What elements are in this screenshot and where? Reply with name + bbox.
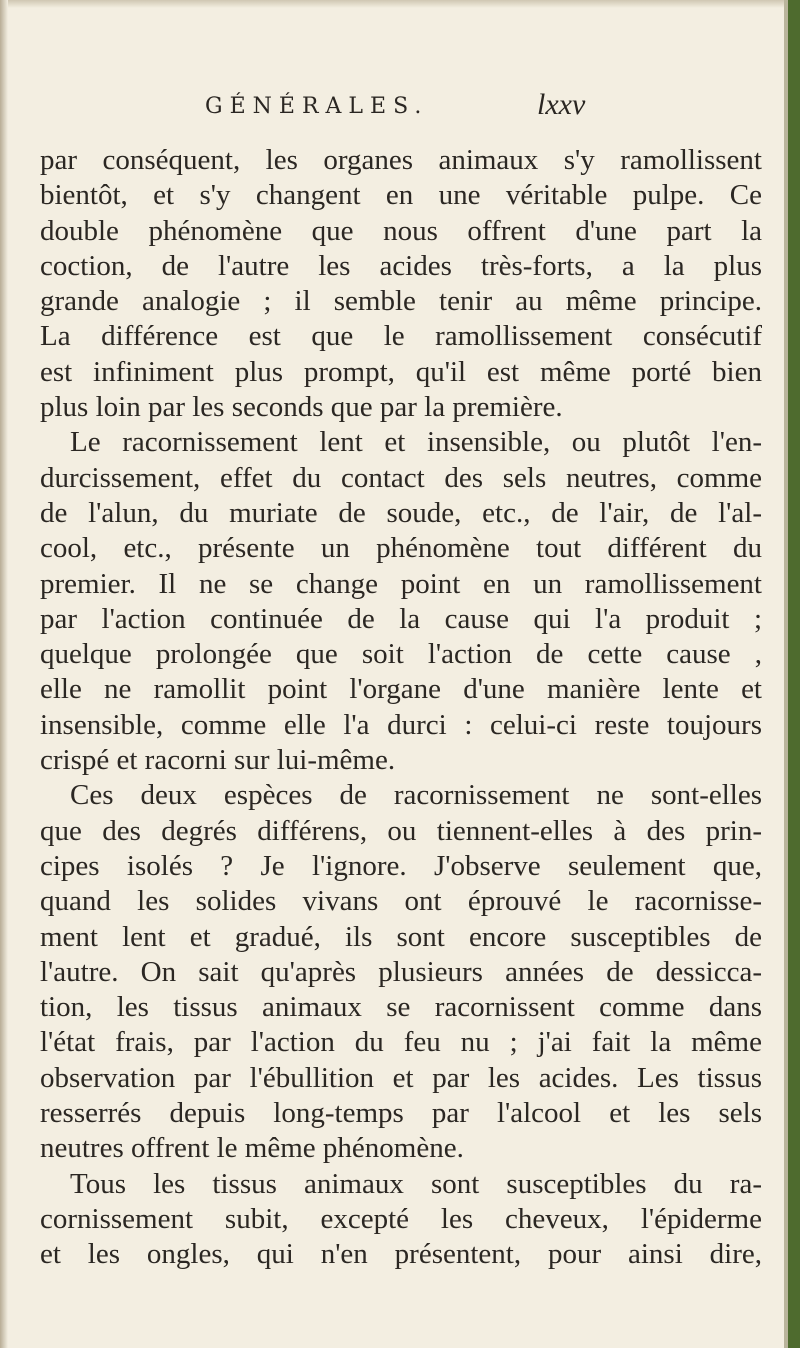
text-line: elle ne ramollit point l'organe d'une manière lente et [40, 673, 762, 706]
page-number: lxxv [537, 88, 586, 121]
text-line: bientôt, et s'y changent en une véritable pulpe. Ce [40, 179, 762, 212]
text-line: resserrés depuis long-temps par l'alcool et les sels [40, 1097, 762, 1130]
text-line: de l'alun, du muriate de soude, etc., de l'air, de l'al- [40, 496, 762, 529]
text-line: Tous les tissus animaux sont susceptibles du ra- [70, 1167, 762, 1200]
text-line: double phénomène que nous offrent d'une part la [40, 214, 762, 247]
page-top-edge [0, 0, 800, 8]
text-line: ment lent et gradué, ils sont encore susceptibles de [40, 920, 762, 953]
text-line: durcissement, effet du contact des sels neutres, comme [40, 461, 762, 494]
text-line: neutres offrent le même phénomène. [40, 1132, 464, 1165]
text-line: est infiniment plus prompt, qu'il est même porté bien [40, 355, 762, 388]
text-line: que des degrés différens, ou tiennent-elles à des prin- [40, 814, 762, 847]
text-line: et les ongles, qui n'en présentent, pour ainsi dire, [40, 1238, 762, 1271]
text-line: coction, de l'autre les acides très-forts, a la plus [40, 249, 762, 282]
text-line: La différence est que le ramollissement consécutif [40, 320, 762, 353]
running-head [205, 88, 655, 128]
text-line: tion, les tissus animaux se racornissent comme dans [40, 991, 762, 1024]
text-line: observation par l'ébullition et par les acides. Les tissus [40, 1061, 762, 1094]
text-line: premier. Il ne se change point en un ramollissement [40, 567, 762, 600]
text-line: crispé et racorni sur lui-même. [40, 744, 396, 777]
text-line: quand les solides vivans ont éprouvé le racornisse- [40, 885, 762, 918]
text-line: par conséquent, les organes animaux s'y ramollissent [40, 144, 762, 176]
text-line: plus loin par les seconds que par la première. [40, 391, 563, 424]
text-line: cornissement subit, excepté les cheveux, l'épiderme [40, 1202, 762, 1235]
book-cover-edge [788, 0, 800, 1348]
text-line: par l'action continuée de la cause qui l'a produit ; [40, 602, 762, 635]
text-line: quelque prolongée que soit l'action de cette cause , [40, 638, 762, 671]
text-line: grande analogie ; il semble tenir au même principe. [40, 285, 762, 318]
text-line: Ces deux espèces de racornissement ne sont-elles [70, 779, 762, 812]
text-line: cool, etc., présente un phénomène tout différent du [40, 532, 762, 565]
body-text [40, 143, 762, 1273]
text-line: insensible, comme elle l'a durci : celui-ci reste toujours [40, 708, 762, 741]
text-line: cipes isolés ? Je l'ignore. J'observe seulement que, [40, 849, 762, 882]
text-line: Le racornissement lent et insensible, ou plutôt l'en- [70, 426, 762, 459]
running-title: GÉNÉRALES. [205, 94, 429, 119]
text-line: l'état frais, par l'action du feu nu ; j'ai fait la même [40, 1026, 762, 1059]
text-line: l'autre. On sait qu'après plusieurs années de dessicca- [40, 955, 762, 988]
page-gutter-shadow [0, 0, 8, 1348]
